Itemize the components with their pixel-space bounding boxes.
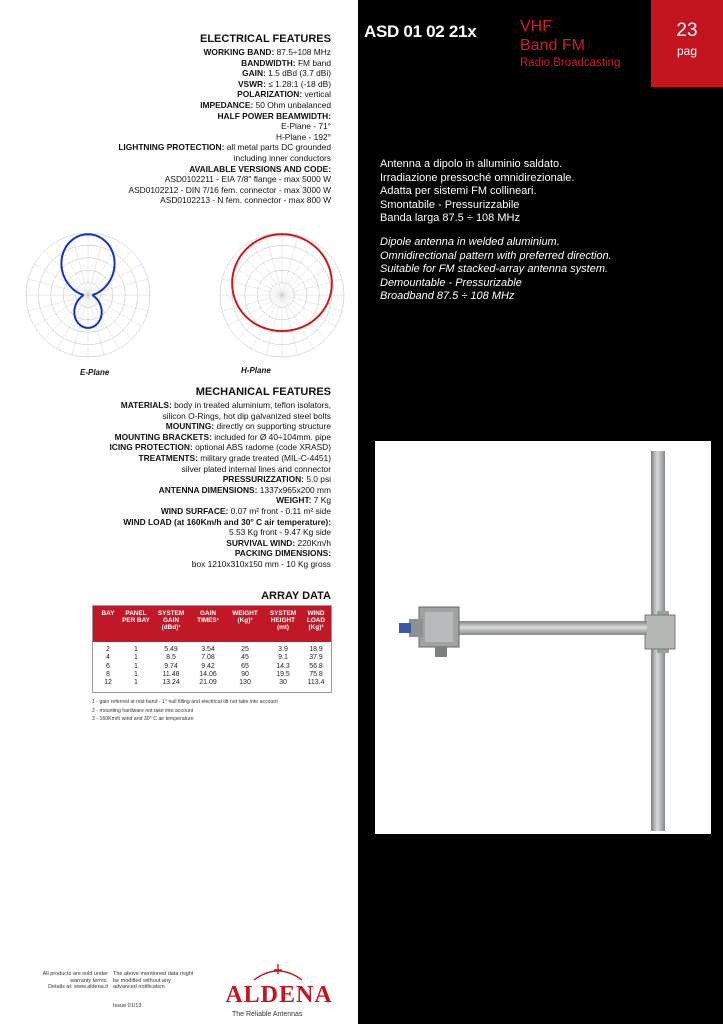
spec-icing bbox=[109, 442, 331, 453]
polar-grid-spoke bbox=[282, 295, 298, 355]
spec-value: 50 Ohm unbalanced bbox=[255, 99, 331, 110]
spec-value: body in treated aluminium, teflon isolators, bbox=[174, 400, 331, 410]
spec-pressurization bbox=[109, 474, 331, 485]
desc-it-line: Irradiazione pressoché omnidirezionale. bbox=[380, 171, 575, 184]
electrical-title: ELECTRICAL FEATURES bbox=[200, 33, 331, 45]
polar-grid-spoke bbox=[251, 295, 282, 349]
category-line-1: VHF bbox=[520, 18, 552, 35]
category-line-2: Band FM bbox=[520, 37, 585, 54]
table-cell: 1 bbox=[134, 670, 138, 678]
table-cell: 1 bbox=[134, 654, 138, 662]
table-cell: 9.42 bbox=[201, 662, 215, 670]
spec-label: MOUNTING BRACKETS: bbox=[114, 431, 212, 442]
polar-grid-spoke bbox=[238, 295, 282, 339]
header-weight: WEIGHT (Kg)² bbox=[232, 610, 258, 624]
polar-grid-spoke bbox=[88, 295, 119, 349]
polar-grid-spoke bbox=[238, 251, 282, 295]
polar-grid-spoke bbox=[88, 235, 104, 295]
spec-h-plane: H-Plane - 192° bbox=[275, 131, 331, 142]
warranty-line: Details at: www.aldena.it bbox=[48, 984, 108, 991]
spec-value: 5.0 psi bbox=[306, 474, 331, 485]
spec-weight bbox=[109, 495, 331, 506]
spec-lightning-2: including inner conductors bbox=[233, 152, 331, 163]
polar-grid-spoke bbox=[282, 235, 298, 295]
polar-grid-spoke bbox=[228, 295, 282, 326]
spec-value: military grade treated (MIL-C-4451) bbox=[200, 452, 331, 463]
spec-impedance bbox=[118, 100, 331, 111]
spec-label: WORKING BAND: bbox=[203, 47, 275, 57]
spec-mounting bbox=[109, 421, 331, 432]
spec-label: WEIGHT: bbox=[276, 495, 312, 506]
spec-e-plane: E-Plane - 71° bbox=[281, 121, 331, 132]
spec-version-2: ASD0102212 - DIN 7/16 fem. connector - max 3000 W bbox=[128, 184, 331, 195]
spec-wind-load: 5.53 Kg front - 9.47 Kg side bbox=[229, 527, 331, 538]
spec-label: VSWR: bbox=[237, 78, 266, 89]
polar-grid-spoke bbox=[88, 295, 142, 326]
spec-label: ANTENNA DIMENSIONS: bbox=[158, 484, 258, 495]
mechanical-features bbox=[109, 385, 331, 570]
column-panel bbox=[121, 646, 151, 687]
spec-wind-load-label: WIND LOAD (at 160Km/h and 30° C air temperature): bbox=[123, 516, 331, 527]
spec-bandwidth bbox=[118, 58, 331, 69]
polar-grid-spoke bbox=[88, 251, 132, 295]
polar-grid-spoke bbox=[282, 241, 313, 295]
polar-grid-spoke bbox=[282, 295, 336, 326]
desc-en-line: Demountable - Pressurizable bbox=[380, 276, 522, 289]
notice-line: be modified without any bbox=[113, 977, 171, 984]
table-cell: 1 bbox=[134, 646, 138, 653]
spec-value: included for Ø 40÷104mm. pipe bbox=[214, 431, 331, 442]
spec-treatments-2: silver plated internal lines and connector bbox=[181, 463, 331, 474]
mechanical-title: MECHANICAL FEATURES bbox=[195, 386, 331, 398]
spec-version-3: ASD0102213 - N fem. connector - max 800 W bbox=[160, 195, 331, 206]
desc-en-line: Suitable for FM stacked-array antenna system. bbox=[380, 263, 609, 276]
spec-gain bbox=[118, 68, 331, 79]
polar-grid-spoke bbox=[88, 295, 148, 311]
array-title: ARRAY DATA bbox=[261, 590, 331, 602]
array-note: 3 - 160Km/h wind and 30° C air temperature bbox=[92, 716, 194, 722]
table-cell: 19.5 bbox=[276, 670, 290, 678]
spec-treatments bbox=[109, 453, 331, 464]
desc-it-line: Antenna a dipolo in alluminio saldato. bbox=[380, 158, 563, 170]
spec-value: 1337x965x200 mm bbox=[259, 484, 331, 495]
electrical-features bbox=[118, 32, 331, 206]
h-plane-label: H-Plane bbox=[241, 366, 271, 375]
notice-note bbox=[113, 971, 208, 991]
table-cell: 25 bbox=[241, 646, 249, 653]
polar-grid-spoke bbox=[28, 295, 88, 311]
desc-it-line: Adatta per sistemi FM collineari. bbox=[380, 185, 537, 198]
column-system-gain bbox=[153, 646, 189, 687]
spec-label: POLARIZATION: bbox=[237, 89, 303, 100]
table-cell: 8.5 bbox=[166, 654, 176, 662]
array-note: 2 - mounting hardware not take into account bbox=[92, 707, 194, 714]
spec-materials-2: silicon O-Rings, hot dip galvanized steel bolts bbox=[162, 410, 331, 421]
polar-grid-spoke bbox=[88, 295, 132, 339]
desc-it-line: Smontabile - Pressurizzabile bbox=[380, 198, 520, 211]
polar-grid-spoke bbox=[251, 241, 282, 295]
table-cell: 130 bbox=[239, 679, 251, 687]
table-cell: 2 bbox=[106, 646, 110, 653]
desc-en-line: Omnidirectional pattern with preferred direction. bbox=[380, 249, 612, 262]
polar-grid-spoke bbox=[282, 295, 313, 349]
spec-label: IMPEDANCE: bbox=[200, 99, 254, 110]
spec-version-1: ASD0102211 - EIA 7/8" flange - max 5000 W bbox=[164, 174, 331, 185]
spec-label: MOUNTING: bbox=[165, 421, 215, 432]
table-cell: 21.09 bbox=[199, 679, 217, 687]
desc-en-line: Broadband 87.5 ÷ 108 MHz bbox=[380, 290, 515, 303]
description-italian bbox=[380, 158, 574, 226]
polar-grid-spoke bbox=[282, 251, 326, 295]
polar-grid-spoke bbox=[44, 251, 88, 295]
page-number: 23 bbox=[676, 20, 698, 41]
category-header bbox=[512, 0, 649, 87]
table-cell: 18.9 bbox=[309, 646, 323, 653]
table-cell: 3.54 bbox=[201, 646, 215, 653]
table-cell: 11.48 bbox=[162, 670, 180, 678]
spec-value: 7 Kg bbox=[313, 495, 331, 506]
column-wind-load bbox=[301, 646, 331, 687]
spec-label: ICING PROTECTION: bbox=[109, 442, 193, 453]
spec-label: LIGHTNING PROTECTION: bbox=[118, 142, 225, 153]
polar-grid-spoke bbox=[282, 295, 342, 311]
polar-grid-spoke bbox=[72, 235, 88, 295]
polar-grid-spoke bbox=[222, 279, 282, 295]
table-cell: 37.9 bbox=[309, 654, 323, 662]
spec-materials bbox=[109, 400, 331, 411]
table-cell: 14.06 bbox=[199, 670, 217, 678]
table-cell: 8 bbox=[106, 670, 110, 678]
table-cell: 113.4 bbox=[307, 679, 325, 687]
warranty-line: All products are sold under bbox=[42, 971, 108, 977]
spec-value: optional ABS radome (code XRASD) bbox=[195, 442, 331, 453]
spec-packing-label: PACKING DIMENSIONS: bbox=[234, 548, 331, 559]
spec-polarization bbox=[118, 89, 331, 100]
spec-label: BANDWIDTH: bbox=[241, 57, 296, 68]
header-panel-per-bay: PANEL PER BAY bbox=[122, 610, 150, 624]
header-system-gain: SYSTEM GAIN (dBd)¹ bbox=[157, 610, 185, 631]
table-cell: 9.1 bbox=[278, 654, 288, 662]
polar-grid-spoke bbox=[266, 235, 282, 295]
spec-value: all metal parts DC grounded bbox=[226, 142, 331, 153]
column-bay bbox=[95, 646, 121, 687]
spec-label: WIND SURFACE: bbox=[160, 505, 229, 516]
array-table-header bbox=[93, 606, 331, 642]
polar-grid-spoke bbox=[222, 295, 282, 311]
spec-packing: box 1210x310x150 mm - 10 Kg gross bbox=[191, 558, 331, 569]
polar-grid-spoke bbox=[282, 295, 326, 339]
header-gain-times: GAIN TIMES¹ bbox=[197, 610, 219, 624]
polar-grid-spoke bbox=[34, 295, 88, 326]
page-number-box bbox=[651, 0, 723, 87]
spec-value: vertical bbox=[304, 89, 331, 100]
column-system-height bbox=[265, 646, 301, 687]
column-weight bbox=[227, 646, 263, 687]
logo-text: ALDENA bbox=[226, 982, 332, 1008]
notice-line: advanced notification bbox=[113, 984, 165, 991]
table-cell: 30 bbox=[279, 679, 287, 687]
spec-label: GAIN: bbox=[242, 68, 266, 79]
polar-grid-spoke bbox=[266, 295, 282, 355]
table-cell: 65 bbox=[241, 662, 249, 670]
header-wind-load: WIND LOAD (Kg)³ bbox=[306, 610, 326, 631]
radiation-patterns bbox=[20, 228, 350, 378]
table-cell: 75.8 bbox=[309, 670, 323, 678]
issue-label: Issue 01/13 bbox=[113, 1003, 142, 1009]
spec-value: ≤ 1.28:1 (-18 dB) bbox=[268, 78, 331, 89]
column-gain-times bbox=[191, 646, 225, 687]
spec-value: FM band bbox=[297, 57, 331, 68]
array-note: 1 - gain referred at mid band - 1° null filling and electrical tilt not take into account bbox=[92, 699, 278, 705]
table-cell: 12 bbox=[104, 679, 112, 687]
table-cell: 90 bbox=[241, 670, 249, 678]
desc-it-line: Banda larga 87.5 ÷ 108 MHz bbox=[380, 212, 520, 225]
spec-vswr bbox=[118, 79, 331, 90]
table-cell: 3.9 bbox=[278, 646, 288, 653]
table-cell: 1 bbox=[134, 662, 138, 670]
notice-line: The above mentioned data might bbox=[113, 971, 194, 977]
array-notes bbox=[92, 698, 278, 724]
spec-value: 87.5÷108 MHz bbox=[276, 47, 331, 57]
page-label: pag bbox=[676, 44, 698, 58]
spec-beamwidth-label: HALF POWER BEAMWIDTH: bbox=[217, 110, 331, 121]
warranty-note bbox=[20, 971, 108, 991]
polar-grid-spoke bbox=[282, 264, 336, 295]
spec-value: 220Km/h bbox=[297, 537, 331, 548]
polar-grid-spoke bbox=[44, 295, 88, 339]
spec-label: MATERIALS: bbox=[120, 400, 172, 410]
warranty-line: warranty terms. bbox=[70, 977, 108, 984]
antenna-photo bbox=[375, 441, 711, 834]
table-cell: 4 bbox=[106, 654, 110, 662]
spec-working-band bbox=[118, 47, 331, 58]
spec-wind-surface bbox=[109, 506, 331, 517]
polar-grid-spoke bbox=[282, 279, 342, 295]
logo-tagline: The Reliable Antennas bbox=[232, 1011, 303, 1018]
spec-value: directly on supporting structure bbox=[216, 421, 331, 432]
description-english bbox=[380, 236, 612, 304]
array-table bbox=[92, 605, 332, 693]
table-cell: 45 bbox=[241, 654, 249, 662]
polar-grid-spoke bbox=[228, 264, 282, 295]
table-cell: 56.8 bbox=[309, 662, 323, 670]
spec-survival bbox=[109, 538, 331, 549]
polar-grid-spoke bbox=[57, 295, 88, 349]
table-cell: 7.08 bbox=[201, 654, 215, 662]
spec-dimensions bbox=[109, 485, 331, 496]
h-plane-pattern bbox=[220, 233, 344, 357]
product-code: ASD 01 02 21x bbox=[364, 22, 477, 41]
category-line-3: Radio Broadcasting bbox=[520, 57, 621, 69]
spec-versions-label: AVAILABLE VERSIONS AND CODE: bbox=[189, 163, 331, 174]
table-cell: 6 bbox=[106, 662, 110, 670]
spec-lightning bbox=[118, 142, 331, 153]
spec-value: 0.07 m² front - 0.11 m² side bbox=[230, 505, 331, 516]
table-cell: 13.24 bbox=[162, 679, 180, 687]
desc-en-line: Dipole antenna in welded aluminium. bbox=[380, 236, 560, 248]
spec-label: SURVIVAL WIND: bbox=[226, 537, 296, 548]
table-cell: 9.74 bbox=[164, 662, 178, 670]
spec-label: PRESSURIZZATION: bbox=[222, 474, 304, 485]
header-system-height: SYSTEM HEIGHT (mt) bbox=[269, 610, 297, 631]
spec-value: 1.5 dBd (3.7 dBi) bbox=[268, 68, 331, 79]
spec-label: TREATMENTS: bbox=[138, 452, 198, 463]
table-cell: 5.49 bbox=[164, 646, 178, 653]
header-bay: BAY bbox=[101, 610, 115, 617]
table-cell: 14.3 bbox=[276, 662, 290, 670]
aldena-logo bbox=[226, 960, 332, 1012]
e-plane-label: E-Plane bbox=[80, 368, 110, 377]
table-cell: 1 bbox=[134, 679, 138, 687]
spec-brackets bbox=[109, 432, 331, 443]
e-plane-pattern bbox=[26, 233, 150, 357]
